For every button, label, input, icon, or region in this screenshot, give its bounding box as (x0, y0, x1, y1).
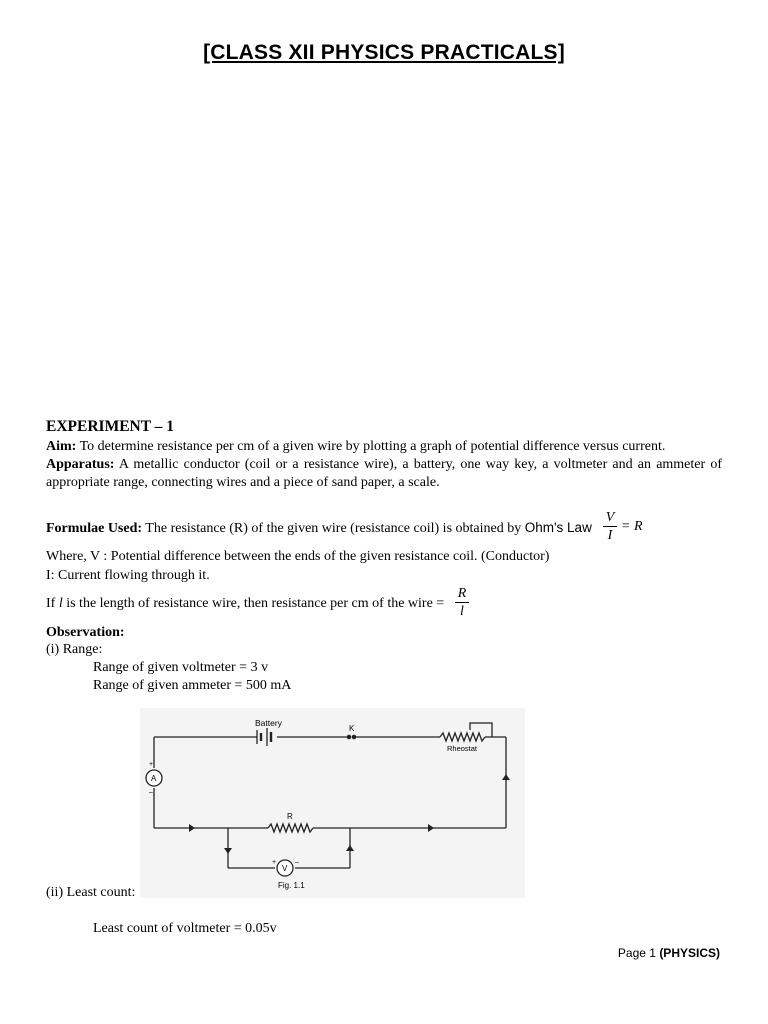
fraction-v-numerator: V (605, 510, 615, 525)
experiment-title: EXPERIMENT – 1 (46, 418, 175, 435)
footer-subject: (PHYSICS) (659, 946, 720, 960)
least-count-heading: (ii) Least count: (46, 885, 136, 900)
length-symbol: l (58, 596, 63, 611)
apparatus-text-1: A metallic conductor (coil or a resistance wire), a battery, one way key, a voltmeter and an ammeter of (118, 457, 722, 472)
resistor-label: R (287, 812, 293, 821)
fraction-r-denominator: l (460, 604, 464, 619)
ohms-law-text: Ohm's Law (524, 520, 592, 535)
apparatus-label: Apparatus: (46, 457, 115, 472)
equals-r: = R (621, 519, 643, 534)
current-line: I: Current flowing through it. (46, 568, 210, 583)
footer-page-prefix: Page (617, 946, 646, 960)
rheostat-label: Rheostat (447, 744, 478, 753)
where-line: Where, V : Potential difference between the ends of the given resistance coil. (Conductor) (46, 549, 550, 564)
fraction-v-denominator: I (607, 528, 613, 543)
page-header-title: [CLASS XII PHYSICS PRACTICALS] (203, 41, 565, 64)
ammeter-plus-sign: + (149, 761, 154, 768)
formulae-paragraph (46, 519, 606, 538)
aim-label: Aim: (46, 439, 77, 454)
footer-page-number: 1 (649, 946, 656, 960)
if-text: is the length of resistance wire, then resistance per cm of the wire = (66, 596, 445, 611)
resistance-per-cm-line (46, 595, 466, 613)
if-prefix: If (46, 596, 56, 611)
voltmeter-minus-sign: – (295, 859, 299, 866)
key-contact (347, 735, 350, 738)
formulae-label: Formulae Used: (46, 521, 143, 536)
key-contact (352, 735, 355, 738)
apparatus-line-2: appropriate range, connecting wires and a piece of sand paper, a scale. (46, 475, 440, 490)
voltmeter-plus-sign: + (272, 859, 277, 866)
voltmeter-range: Range of given voltmeter = 3 v (93, 660, 269, 675)
voltmeter-label: V (282, 864, 288, 873)
aim-paragraph (46, 438, 722, 456)
fraction-r-numerator: R (457, 586, 467, 601)
key-label: K (349, 724, 355, 733)
range-heading: (i) Range: (46, 642, 103, 657)
voltmeter-least-count: Least count of voltmeter = 0.05v (93, 921, 277, 936)
circuit-diagram (140, 708, 525, 898)
formulae-text: The resistance (R) of the given wire (resistance coil) is obtained by (145, 521, 522, 536)
fraction-v-over-i (603, 509, 617, 544)
apparatus-line-1 (46, 456, 722, 474)
battery-label: Battery (255, 718, 282, 728)
ammeter-label: A (151, 774, 157, 783)
figure-caption: Fig. 1.1 (278, 881, 305, 890)
aim-text: To determine resistance per cm of a given wire by plotting a graph of potential difference versus current. (79, 439, 666, 454)
fraction-r-over-l (455, 585, 469, 620)
ammeter-range: Range of given ammeter = 500 mA (93, 678, 292, 693)
ammeter-minus-sign: – (149, 789, 153, 796)
observation-label: Observation: (46, 625, 125, 640)
page-footer (618, 946, 720, 960)
